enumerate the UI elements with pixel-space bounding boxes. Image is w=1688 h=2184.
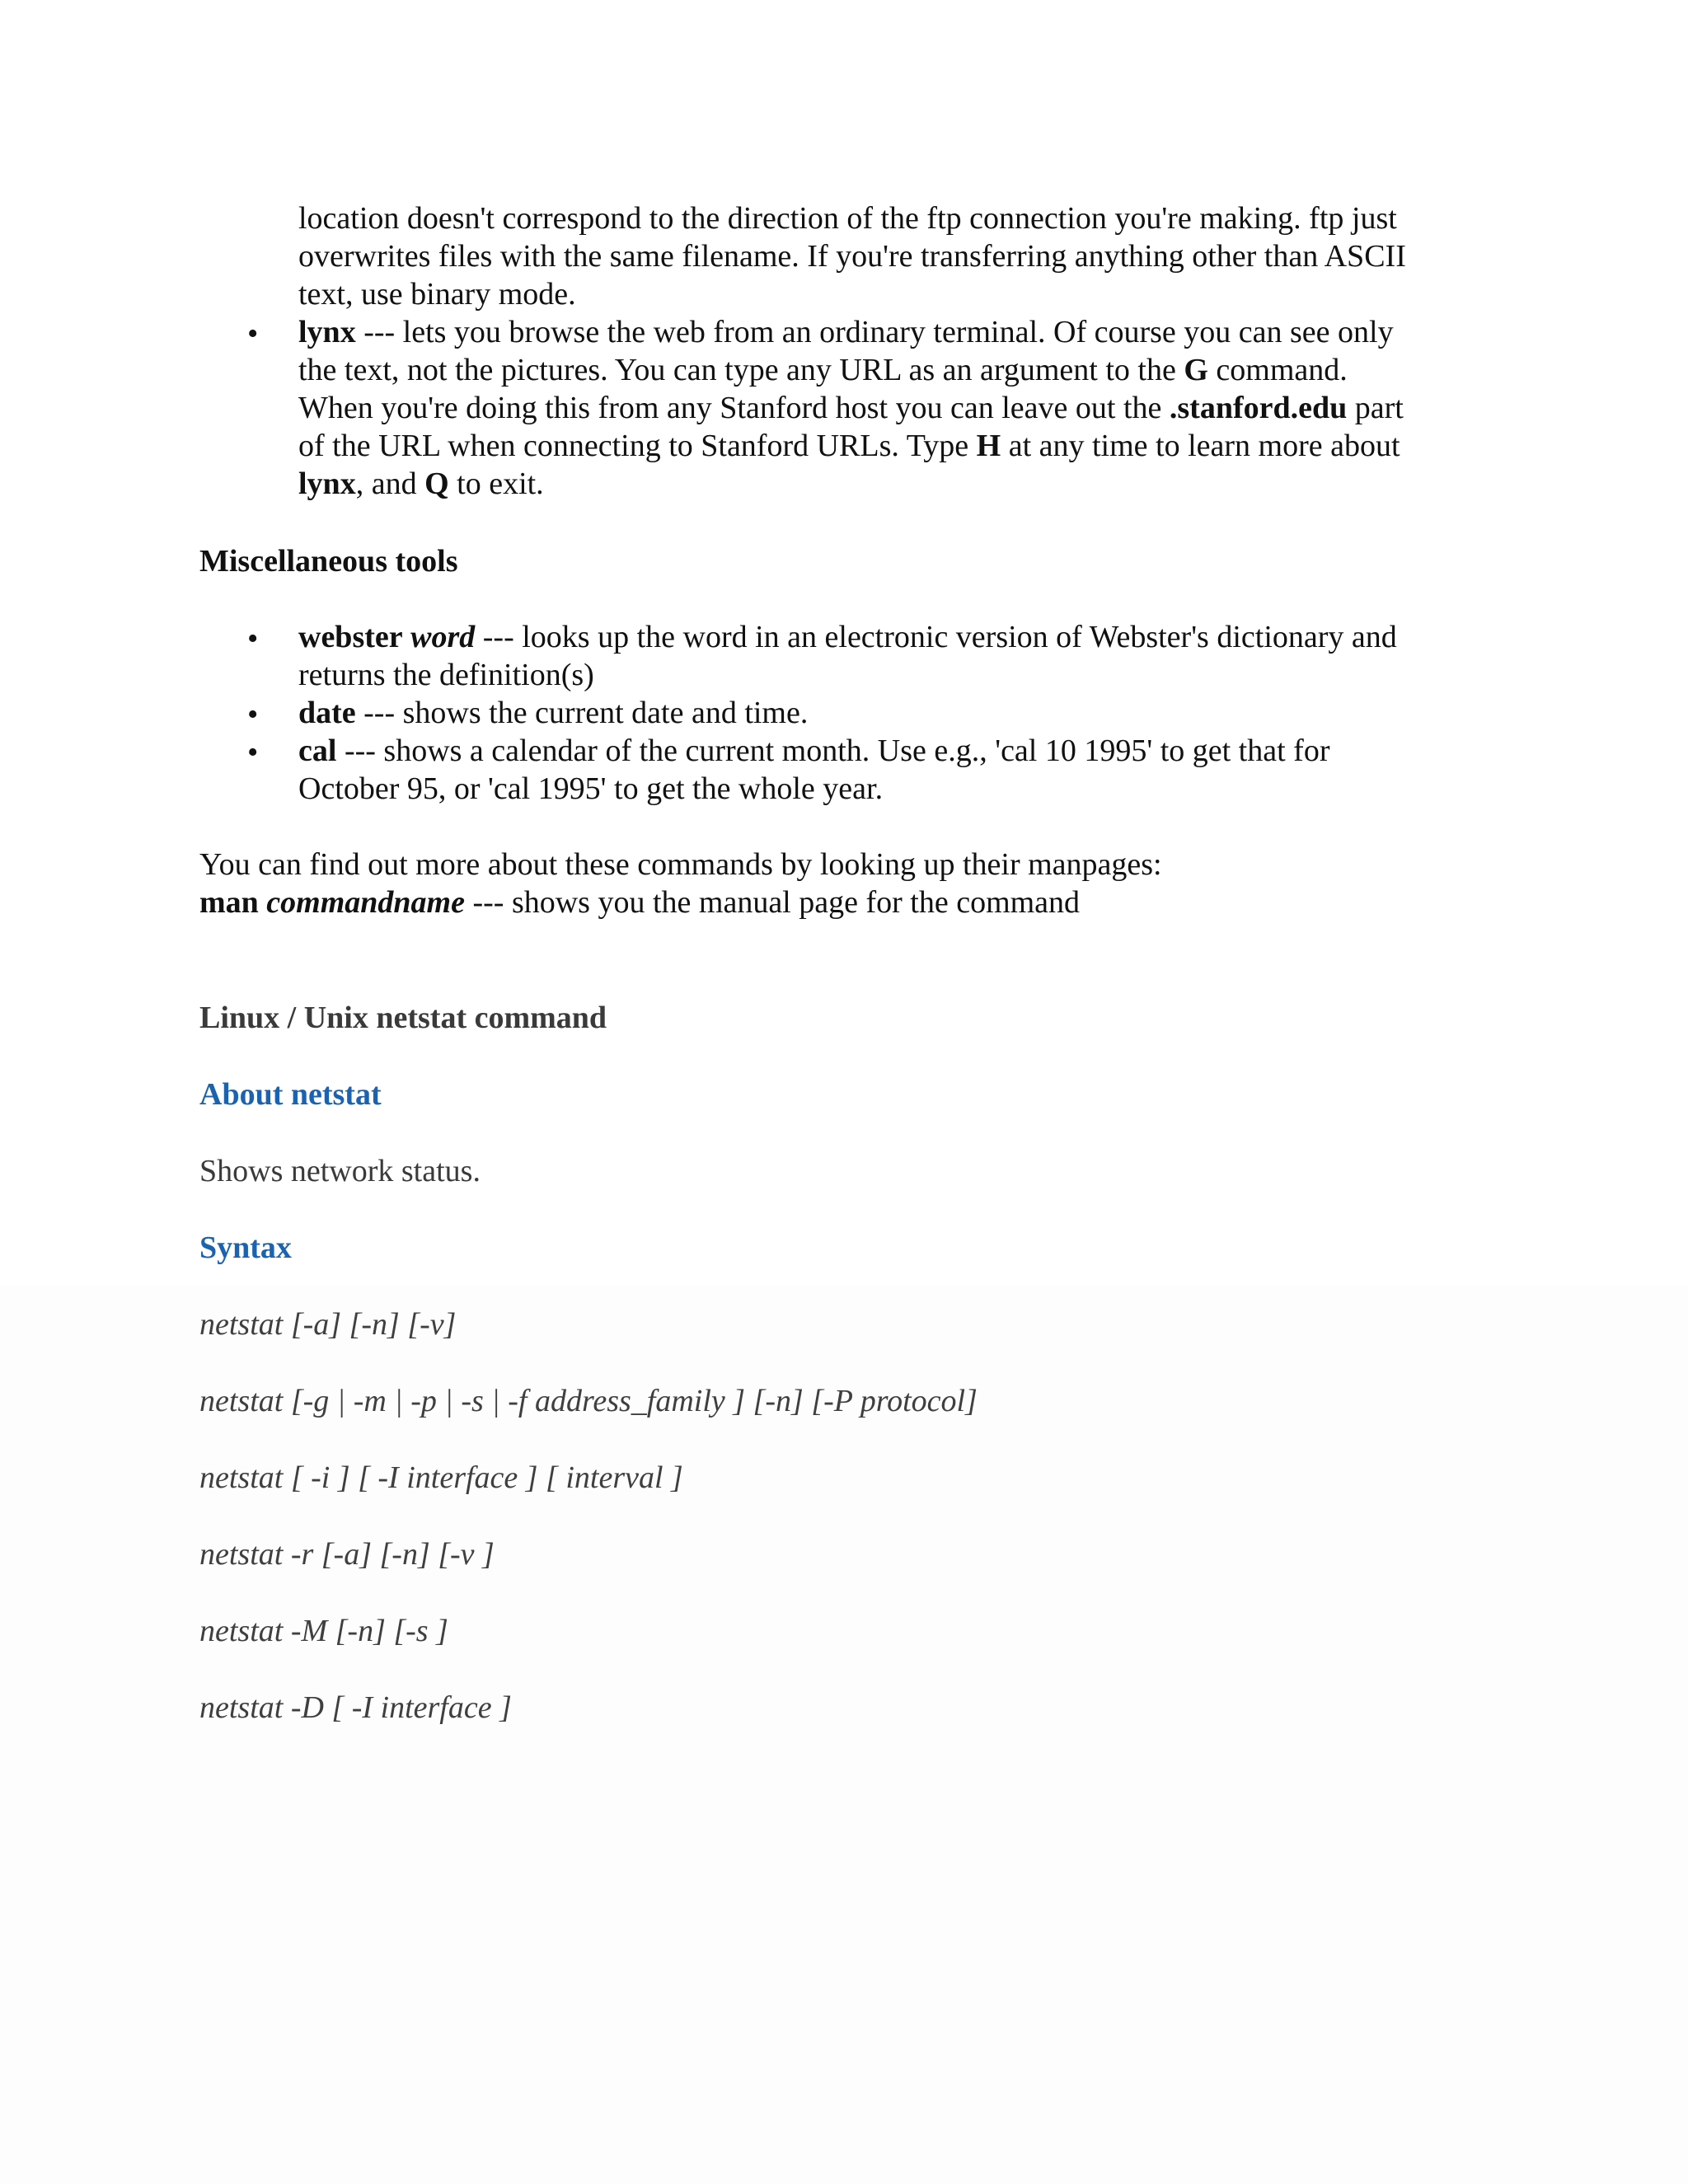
lynx-q-key: Q (424, 466, 449, 501)
lynx-domain: .stanford.edu (1169, 391, 1348, 425)
lynx-desc-5-end: to exit. (448, 466, 544, 501)
cal-bullet: • (247, 735, 259, 770)
lynx-command: lynx (298, 315, 356, 349)
netstat-title: Linux / Unix netstat command (199, 1001, 607, 1035)
syntax-heading: Syntax (199, 1230, 292, 1265)
cal-line-2: October 95, or 'cal 1995' to get the whole year. (298, 771, 884, 806)
lynx-line-1 (298, 313, 1394, 351)
syntax-line: netstat [ -i ] [ -I interface ] [ interval ] (199, 1460, 683, 1495)
lynx-g-key: G (1184, 353, 1208, 387)
lynx-desc-2-end: command. (1207, 353, 1348, 387)
lynx-desc-3: When you're doing this from any Stanford host you can leave out the (298, 391, 1170, 425)
date-command: date (298, 696, 356, 730)
webster-bullet: • (247, 621, 259, 656)
lynx-desc-4-end: at any time to learn more about (1001, 429, 1400, 463)
ftp-text-line-1: location doesn't correspond to the direction of the ftp connection you're making. ftp just (298, 201, 1397, 236)
about-netstat-heading: About netstat (199, 1077, 382, 1112)
webster-line-1 (298, 618, 1397, 656)
webster-arg: word (410, 620, 476, 654)
lynx-h-key: H (976, 429, 1001, 463)
syntax-line: netstat -r [-a] [-n] [-v ] (199, 1537, 495, 1572)
manpages-intro: You can find out more about these commands by looking up their manpages: (199, 847, 1162, 882)
syntax-line: netstat [-g | -m | -p | -s | -f address_family ] [-n] [-P protocol] (199, 1384, 978, 1418)
lynx-desc-1: --- lets you browse the web from an ordinary terminal. Of course you can see only (355, 315, 1394, 349)
lynx-line-5 (298, 465, 544, 503)
lynx-desc-5-mid: , and (355, 466, 425, 501)
lynx-command-ref: lynx (298, 466, 356, 501)
lynx-line-4 (298, 427, 1400, 465)
man-line (199, 883, 1080, 921)
man-desc: --- shows you the manual page for the command (464, 885, 1081, 920)
lynx-desc-4: of the URL when connecting to Stanford URLs. Type (298, 429, 977, 463)
syntax-line: netstat -M [-n] [-s ] (199, 1614, 448, 1648)
ftp-text-line-2: overwrites files with the same filename. If you're transferring anything other than ASCII (298, 239, 1406, 274)
page-background-lower (0, 1286, 1688, 2184)
date-desc: --- shows the current date and time. (355, 696, 809, 730)
lynx-line-2 (298, 351, 1348, 389)
lynx-desc-3-end: part (1347, 391, 1404, 425)
misc-heading: Miscellaneous tools (199, 544, 458, 579)
about-netstat-text: Shows network status. (199, 1154, 481, 1188)
lynx-bullet: • (247, 316, 259, 351)
cal-desc-1: --- shows a calendar of the current month. Use e.g., 'cal 10 1995' to get that for (336, 733, 1330, 768)
cal-line-1 (298, 732, 1329, 770)
man-command: man (199, 885, 259, 920)
date-line (298, 694, 808, 732)
webster-command: webster (298, 620, 403, 654)
webster-desc-1: --- looks up the word in an electronic version of Webster's dictionary and (475, 620, 1397, 654)
man-arg: commandname (266, 885, 465, 920)
ftp-text-line-3: text, use binary mode. (298, 277, 576, 312)
syntax-line: netstat -D [ -I interface ] (199, 1690, 512, 1725)
lynx-desc-2: the text, not the pictures. You can type any URL as an argument to the (298, 353, 1184, 387)
webster-line-2: returns the definition(s) (298, 658, 594, 692)
lynx-line-3 (298, 389, 1404, 427)
cal-command: cal (298, 733, 337, 768)
syntax-line: netstat [-a] [-n] [-v] (199, 1307, 457, 1342)
date-bullet: • (247, 697, 259, 732)
